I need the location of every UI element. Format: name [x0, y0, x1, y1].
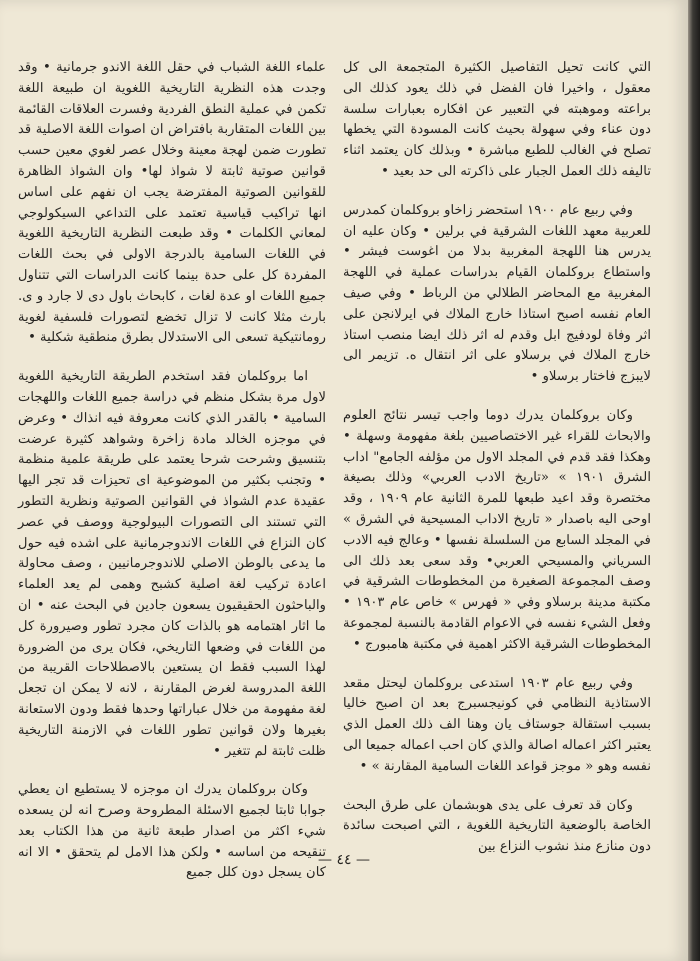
page-edge-shadow [688, 0, 700, 961]
paragraph: وكان بروكلمان يدرك دوما واجب تيسر نتائج العلوم والابحاث للقراء غير الاختصاصيين بلغة مفهومة وسهلة • وهكذا فقد قدم في المجلد الاول من مؤلفه الجامع" اداب الشرق ١٩٠١ » «تاريخ الادب العربي» وذلك بصيغة مختصرة وقد اعيد طبعها للمرة الثانية عام ١٩٠٩ ، وقد اوحى اليه باصدار « تاريخ الاداب المسيحية في الشرق » في المجلد السابع من السلسلة نفسها • وعالج فيه الادب السرياني والمسيحي العربي• وقد سعى بعد ذلك الى وصف المجموعة الصغيرة من المخطوطات الشرقية في مكتبة مدينة برسلاو وفي « فهرس » خاص عام ١٩٠٣ • وفعل الشيء نفسه في الاعوام القادمة بالنسبة لمجموعة المخطوطات الشرقية الاكثر اهمية في مكتبة هامبورج • [343, 407, 651, 652]
left-column [18, 58, 326, 902]
paragraph: وفي ربيع عام ١٩٠٣ استدعى بروكلمان ليحتل مقعد الاستاذية النظامي في كونيجسبرج بعد ان اصبح خاليا بسبب استقالة جوستاف يان وهنا الف ذلك العمل الذي يعتبر اكثر اعماله اصالة والذي كان احب اعماله جميعا الى نفسه وهو « موجز قواعد اللغات السامية المقارنة » • [343, 675, 651, 774]
paragraph: وكان بروكلمان يدرك ان موجزه لا يستطيع ان يعطي جوابا ثابتا لجميع الاسئلة المطروحة وصرح انه لن يسعده شيء اكثر من اصدار طبعة ثانية من هذا الكتاب بعد تنقيحه من اساسه • ولكن هذا الامل لم يتحقق • الا انه كان يسجل دون كلل جميع [18, 782, 326, 881]
paragraph: وكان قد تعرف على يدى هوبشمان على طرق البحث الخاصة بالوضعية التاريخية اللغوية ، التي اصبحت سائدة دون منازع منذ نشوب النزاع بين [343, 797, 651, 855]
page-number: — ٤٤ — [318, 852, 370, 868]
right-column [343, 58, 651, 876]
paragraph: التي كانت تحيل التفاصيل الكثيرة المتجمعة الى كل معقول ، واخيرا فان الفضل في ذلك يعود كذلك الى براعته وموهبته في التعبير عن افكاره بعبارات سلسة دون عناء وفي سهولة بحيث كانت المسودة التي يخطها تصلح في الغالب للطبع مباشرة • وبذلك كان يعتمد اثناء تاليفه ذلك العمل الجبار على ذاكرته الى حد بعيد • [343, 60, 651, 179]
paragraph: وفي ربيع عام ١٩٠٠ استحضر زاخاو بروكلمان كمدرس للعربية معهد اللغات الشرقية في برلين • وكان عليه ان يدرس هنا اللهجة المغربية بدلا من اغوست فيشر • واستطاع بروكلمان القيام بدراسات عملية في اللهجة المغربية مع المحاضر الطلالي من الرباط • وفي صيف العام نفسه اصبح استاذا خارج الملاك في ايرلانجن على اثر وفاة لودفيج ابل وقدم له اثر ذلك ايضا منصب استاذ خارج الملاك في برسلاو على اثر انتقال ه. تزيمر الى لايبزج فاختار برسلاو • [343, 202, 651, 385]
paragraph: اما بروكلمان فقد استخدم الطريقة التاريخية اللغوية لاول مرة بشكل منظم في دراسة جميع اللغات واللهجات السامية • بالقدر الذي كانت معروفة فيه انذاك • وعرض في موجزه الخالد مادة زاخرة وشواهد كثيرة عرضت بتنسيق وشرحت شرحا يعتمد على طريقة علمية منظمة • وتجنب بكثير من الموضوعية اى تحيزات قد تجر اليها عقيدة عدم الشواذ في القوانين الصوتية ونظرية التطور التي تستند الى التصورات البيولوجية ووصف في عصر كان النزاع في اللغات الاندوجرمانية على اشده فيه حول ما يدعى بالوطن الاصلي للاندوجرمانيين ، وصف محاولة اعادة تركيب لغة اصلية كشبح وهمى لم يعد العلماء والباحثون الحقيقيون يسعون جادين في البحث عنه • ان ما اثار اهتمامه هو بالذات كان مجرد تطور وصيرورة كل من اللغات في وضعها التاريخي، فكان يرى من الضرورة لهذا السبب فقط ان يستعين بالاصطلاحات القريبة من اللغة المدروسة لغرض المقارنة ، لانه لا يمكن ان تجعل لغة مفهومة من خلال عباراتها وحدها فقط ودون الاستعانة بغيرها ولان قوانين تطور اللغات في الازمنة التاريخية ظلت ثابتة لم تتغير • [18, 369, 326, 759]
paragraph: علماء اللغة الشباب في حقل اللغة الاندو جرمانية • وقد وجدت هذه النظرية التاريخية اللغوية ان طبيعة اللغة تكمن في عملية النطق الفردية وفسرت العلاقات القائمة بين اللغات المتقاربة بافتراض ان اصوات اللغة الاصلية قد تطورت ضمن لهجة معينة وخلال عصر لغوي معين حسب قوانين صوتية ثابتة لا شواذ لها• وان الشواذ الظاهرة للقوانين الصوتية المفترضة يجب ان نفهم على اساس انها تراكيب قياسية تعتمد على التداعي السيكولوجي لمعاني الكلمات • وقد طبعت النظرية التاريخية اللغوية في اللغات السامية بالدرجة الاولى في بحث اللغات المفردة كل على حدة بينما كانت الدراسات التي تتناول جميع اللغات او عدة لغات ، كابحاث باول دى لا جارد و ى. بارث مثلا كانت لا تزال تخضع لتصورات فلسفية لغوية رومانتيكية تسعى الى الاستدلال بطرق منطقية شكلية • [18, 60, 326, 346]
